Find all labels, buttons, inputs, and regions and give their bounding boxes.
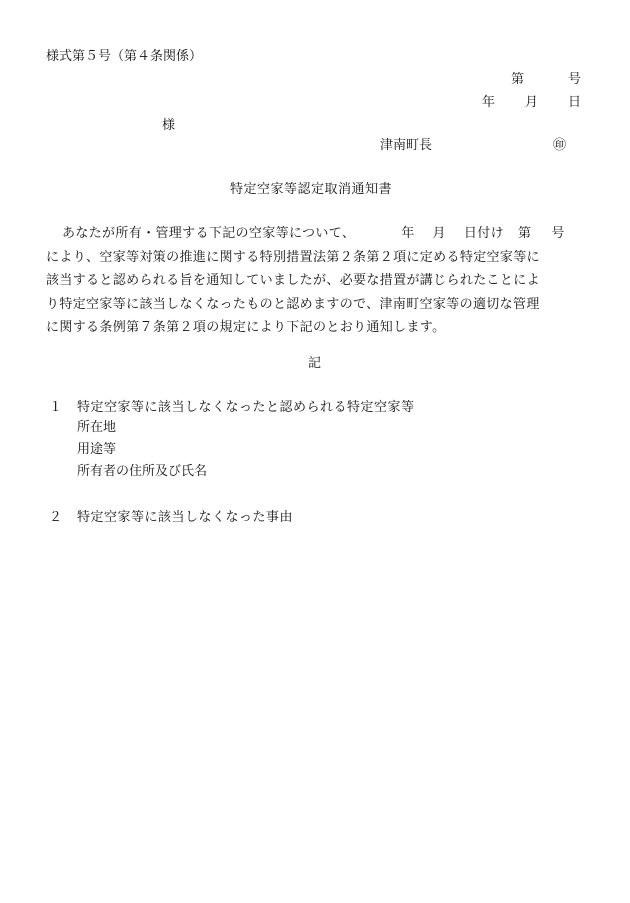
body-text — [46, 222, 586, 340]
item-2-number: ２ — [49, 510, 63, 525]
body-line-1 — [46, 222, 586, 246]
item-1-number: １ — [49, 400, 63, 415]
number-go: 号 — [568, 72, 582, 87]
item-1-sub-usage: 用途等 — [77, 442, 117, 457]
body-line-2: により、空家等対策の推進に関する特別措置法第２条第２項に定める特定空家等に — [46, 249, 540, 265]
ki-heading: 記 — [308, 356, 322, 371]
body-dai: 第 — [517, 226, 532, 241]
addressee-suffix: 様 — [162, 118, 176, 133]
body-year: 年 — [401, 226, 415, 241]
body-line-1-text: あなたが所有・管理する下記の空家等について、 — [62, 226, 356, 241]
document-title: 特定空家等認定取消通知書 — [230, 182, 393, 197]
item-1-sub-location: 所在地 — [77, 420, 117, 435]
date-year: 年 — [482, 95, 496, 110]
item-1-sub-owner: 所有者の住所及び氏名 — [77, 464, 208, 479]
number-dai: 第 — [511, 72, 525, 87]
item-2-text: 特定空家等に該当しなくなった事由 — [77, 510, 294, 525]
body-line-5: に関する条例第７条第２項の規定により下記のとおり通知します。 — [46, 320, 446, 335]
date-month: 月 — [525, 95, 539, 110]
body-go: 号 — [551, 226, 565, 241]
body-line-4: り特定空家等に該当しなくなったものと認めますので、津南町空家等の適切な管理 — [46, 296, 540, 312]
seal-mark: ㊞ — [553, 138, 567, 153]
body-day-tsuke: 日付け — [463, 226, 504, 241]
item-1-text: 特定空家等に該当しなくなったと認められる特定空家等 — [77, 400, 415, 415]
form-label: 様式第５号（第４条関係） — [46, 49, 203, 64]
body-line-3: 該当すると認められる旨を通知していましたが、必要な措置が講じられたことによ — [46, 273, 540, 288]
issuer-title: 津南町長 — [380, 138, 433, 153]
date-day: 日 — [568, 95, 582, 110]
body-month: 月 — [432, 226, 446, 241]
